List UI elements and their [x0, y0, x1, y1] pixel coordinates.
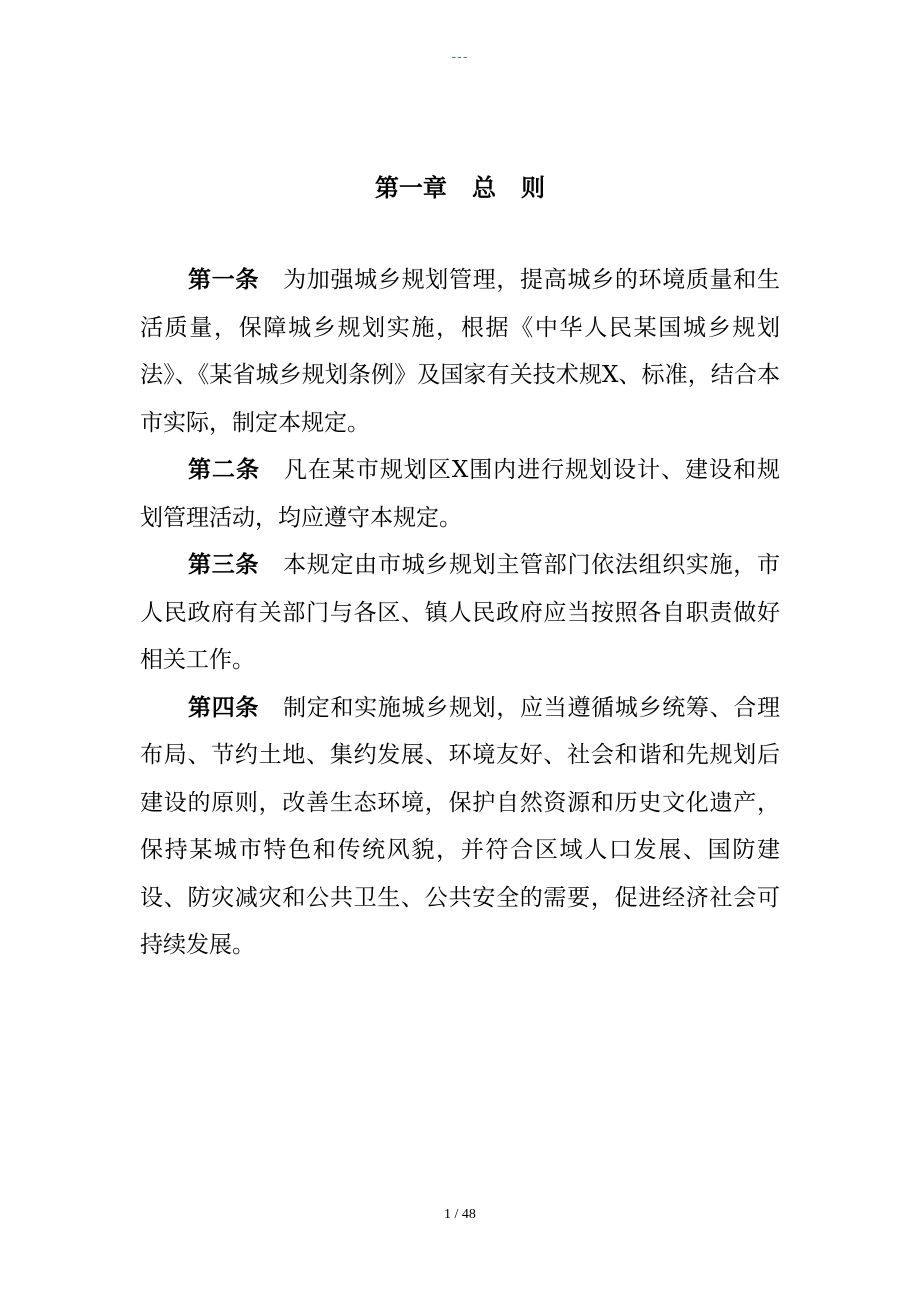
article-text: 制定和实施城乡规划，应当遵循城乡统筹、合理布局、节约土地、集约发展、环境友好、社会和谐和先规划后建设的原则，改善生态环境，保护自然资源和历史文化遗产，保持某城市特色和传统风貌，并符合区域人口发展、国防建设、防灾减灾和公共卫生、公共安全的需要，促进经济社会可持续发展。	[140, 694, 781, 958]
article-text: 为加强城乡规划管理，提高城乡的环境质量和生活质量，保障城乡规划实施，根据《中华人民某国城乡规划法》、《某省城乡规划条例》及国家有关技术规X、标准，结合本市实际，制定本规定。	[140, 267, 781, 436]
article-label: 第二条	[188, 457, 260, 483]
article-text: 凡在某市规划区X围内进行规划设计、建设和规划管理活动，均应遵守本规定。	[140, 457, 781, 531]
document-body	[140, 257, 780, 970]
page-header-mark: ---	[451, 50, 469, 65]
page-number: 1 / 48	[444, 1207, 476, 1222]
article-3	[140, 542, 780, 685]
article-label: 第三条	[188, 552, 260, 578]
article-4	[140, 685, 780, 970]
article-text: 本规定由市城乡规划主管部门依法组织实施，市人民政府有关部门与各区、镇人民政府应当按照各自职责做好相关工作。	[140, 552, 781, 673]
article-label: 第一条	[188, 267, 260, 293]
article-1	[140, 257, 780, 447]
article-2	[140, 447, 780, 542]
article-label: 第四条	[188, 694, 260, 721]
chapter-title: 第一章 总 则	[374, 174, 546, 202]
